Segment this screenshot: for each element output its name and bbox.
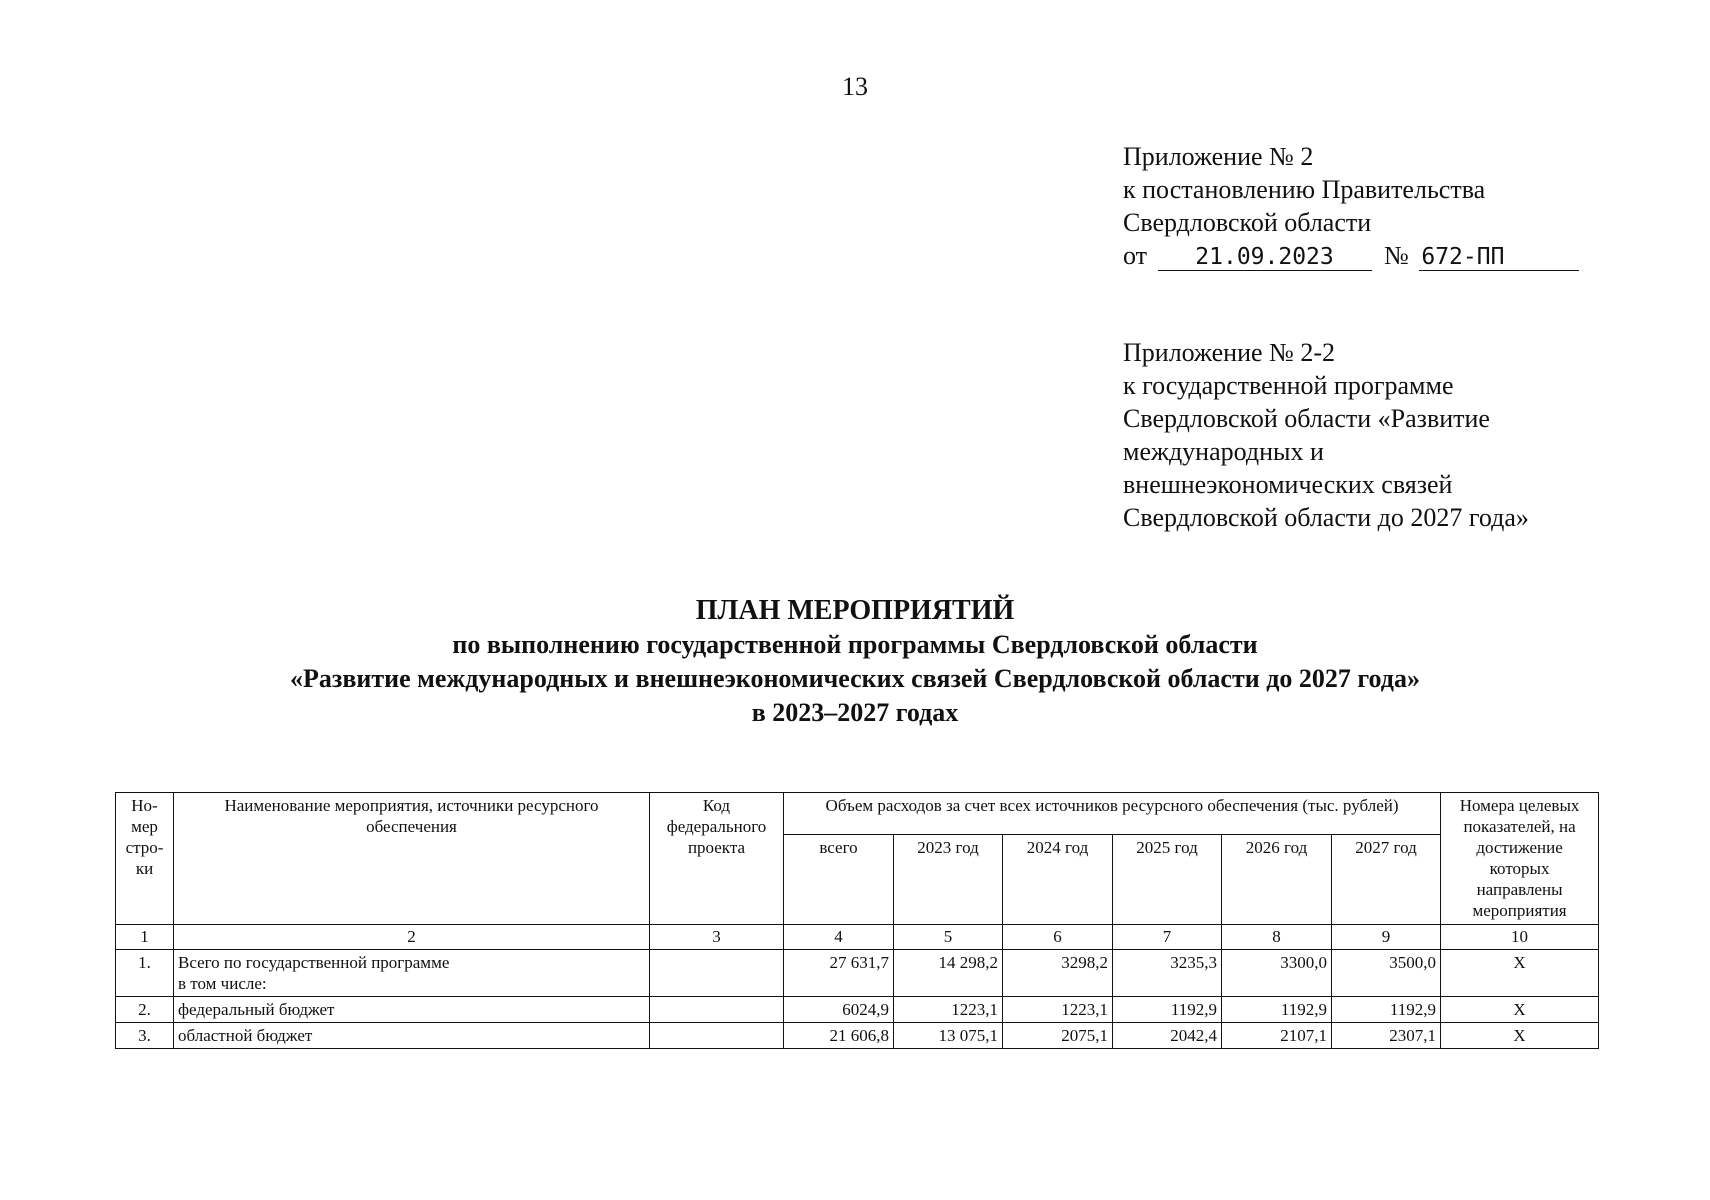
row-code xyxy=(650,1023,784,1049)
row-total: 6024,9 xyxy=(784,997,894,1023)
row-2025: 1192,9 xyxy=(1113,997,1222,1023)
column-number: 2 xyxy=(174,925,650,950)
appendix-header xyxy=(1123,140,1579,272)
appendix-line: Свердловской области до 2027 года» xyxy=(1123,503,1529,532)
row-code xyxy=(650,997,784,1023)
row-2027: 2307,1 xyxy=(1332,1023,1441,1049)
row-2024: 1223,1 xyxy=(1003,997,1113,1023)
decree-number: 672-ПП xyxy=(1419,244,1579,271)
row-2024: 3298,2 xyxy=(1003,950,1113,997)
row-name xyxy=(174,950,650,997)
row-code xyxy=(650,950,784,997)
column-number: 4 xyxy=(784,925,894,950)
row-2026: 1192,9 xyxy=(1222,997,1332,1023)
row-name: областной бюджет xyxy=(174,1023,650,1049)
page-number: 13 xyxy=(842,72,868,101)
column-number: 10 xyxy=(1441,925,1599,950)
row-2025: 2042,4 xyxy=(1113,1023,1222,1049)
decree-date-line xyxy=(1123,239,1579,272)
table-row xyxy=(116,1023,1599,1049)
title-line: по выполнению государственной программы Свердловской области xyxy=(452,630,1258,659)
header-name: Наименование мероприятия, источники ресурсного обеспечения xyxy=(174,793,650,925)
appendix-line: к государственной программе xyxy=(1123,371,1454,400)
row-name-line: Всего по государственной программе xyxy=(178,953,450,972)
header-year-2026: 2026 год xyxy=(1222,835,1332,925)
appendix-line: международных и xyxy=(1123,437,1324,466)
column-number: 6 xyxy=(1003,925,1113,950)
document-title xyxy=(0,594,1710,730)
appendix-line: Свердловской области «Развитие xyxy=(1123,404,1490,433)
row-2023: 1223,1 xyxy=(894,997,1003,1023)
column-number: 3 xyxy=(650,925,784,950)
column-number: 7 xyxy=(1113,925,1222,950)
row-2024: 2075,1 xyxy=(1003,1023,1113,1049)
row-total: 27 631,7 xyxy=(784,950,894,997)
appendix-line: Приложение № 2-2 xyxy=(1123,338,1336,367)
row-2026: 2107,1 xyxy=(1222,1023,1332,1049)
header-year-2023: 2023 год xyxy=(894,835,1003,925)
row-name: федеральный бюджет xyxy=(174,997,650,1023)
column-number: 1 xyxy=(116,925,174,950)
row-targets: Х xyxy=(1441,950,1599,997)
header-year-2024: 2024 год xyxy=(1003,835,1113,925)
title-line: ПЛАН МЕРОПРИЯТИЙ xyxy=(695,595,1015,626)
appendix-line: к постановлению Правительства xyxy=(1123,175,1486,204)
row-total: 21 606,8 xyxy=(784,1023,894,1049)
header-year-2025: 2025 год xyxy=(1113,835,1222,925)
program-appendix-header xyxy=(1123,336,1529,534)
header-expenses: Объем расходов за счет всех источников ресурсного обеспечения (тыс. рублей) xyxy=(784,793,1441,835)
column-number-row xyxy=(116,925,1599,950)
appendix-line: внешнеэкономических связей xyxy=(1123,470,1453,499)
number-label: № xyxy=(1384,241,1409,270)
row-number: 2. xyxy=(116,997,174,1023)
column-number: 9 xyxy=(1332,925,1441,950)
row-number: 1. xyxy=(116,950,174,997)
activities-plan-table xyxy=(115,792,1599,1049)
row-2026: 3300,0 xyxy=(1222,950,1332,997)
title-line: «Развитие международных и внешнеэкономических связей Свердловской области до 2027 года» xyxy=(290,664,1420,693)
row-number: 3. xyxy=(116,1023,174,1049)
row-name-line: в том числе: xyxy=(178,974,267,993)
column-number: 5 xyxy=(894,925,1003,950)
header-total: всего xyxy=(784,835,894,925)
row-targets: Х xyxy=(1441,1023,1599,1049)
table-header-row xyxy=(116,793,1599,835)
from-label: от xyxy=(1123,241,1148,270)
header-targets: Номера целевых показателей, на достижение которых направлены мероприятия xyxy=(1441,793,1599,925)
appendix-line: Свердловской области xyxy=(1123,208,1372,237)
header-year-2027: 2027 год xyxy=(1332,835,1441,925)
table-row xyxy=(116,997,1599,1023)
table-row xyxy=(116,950,1599,997)
row-2023: 13 075,1 xyxy=(894,1023,1003,1049)
row-2025: 3235,3 xyxy=(1113,950,1222,997)
title-line: в 2023–2027 годах xyxy=(751,698,959,727)
row-2027: 3500,0 xyxy=(1332,950,1441,997)
row-targets: Х xyxy=(1441,997,1599,1023)
column-number: 8 xyxy=(1222,925,1332,950)
appendix-line: Приложение № 2 xyxy=(1123,142,1314,171)
decree-date: 21.09.2023 xyxy=(1158,244,1372,271)
header-row-number: Но-мер стро-ки xyxy=(116,793,174,925)
row-2027: 1192,9 xyxy=(1332,997,1441,1023)
header-code: Код федерального проекта xyxy=(650,793,784,925)
row-2023: 14 298,2 xyxy=(894,950,1003,997)
